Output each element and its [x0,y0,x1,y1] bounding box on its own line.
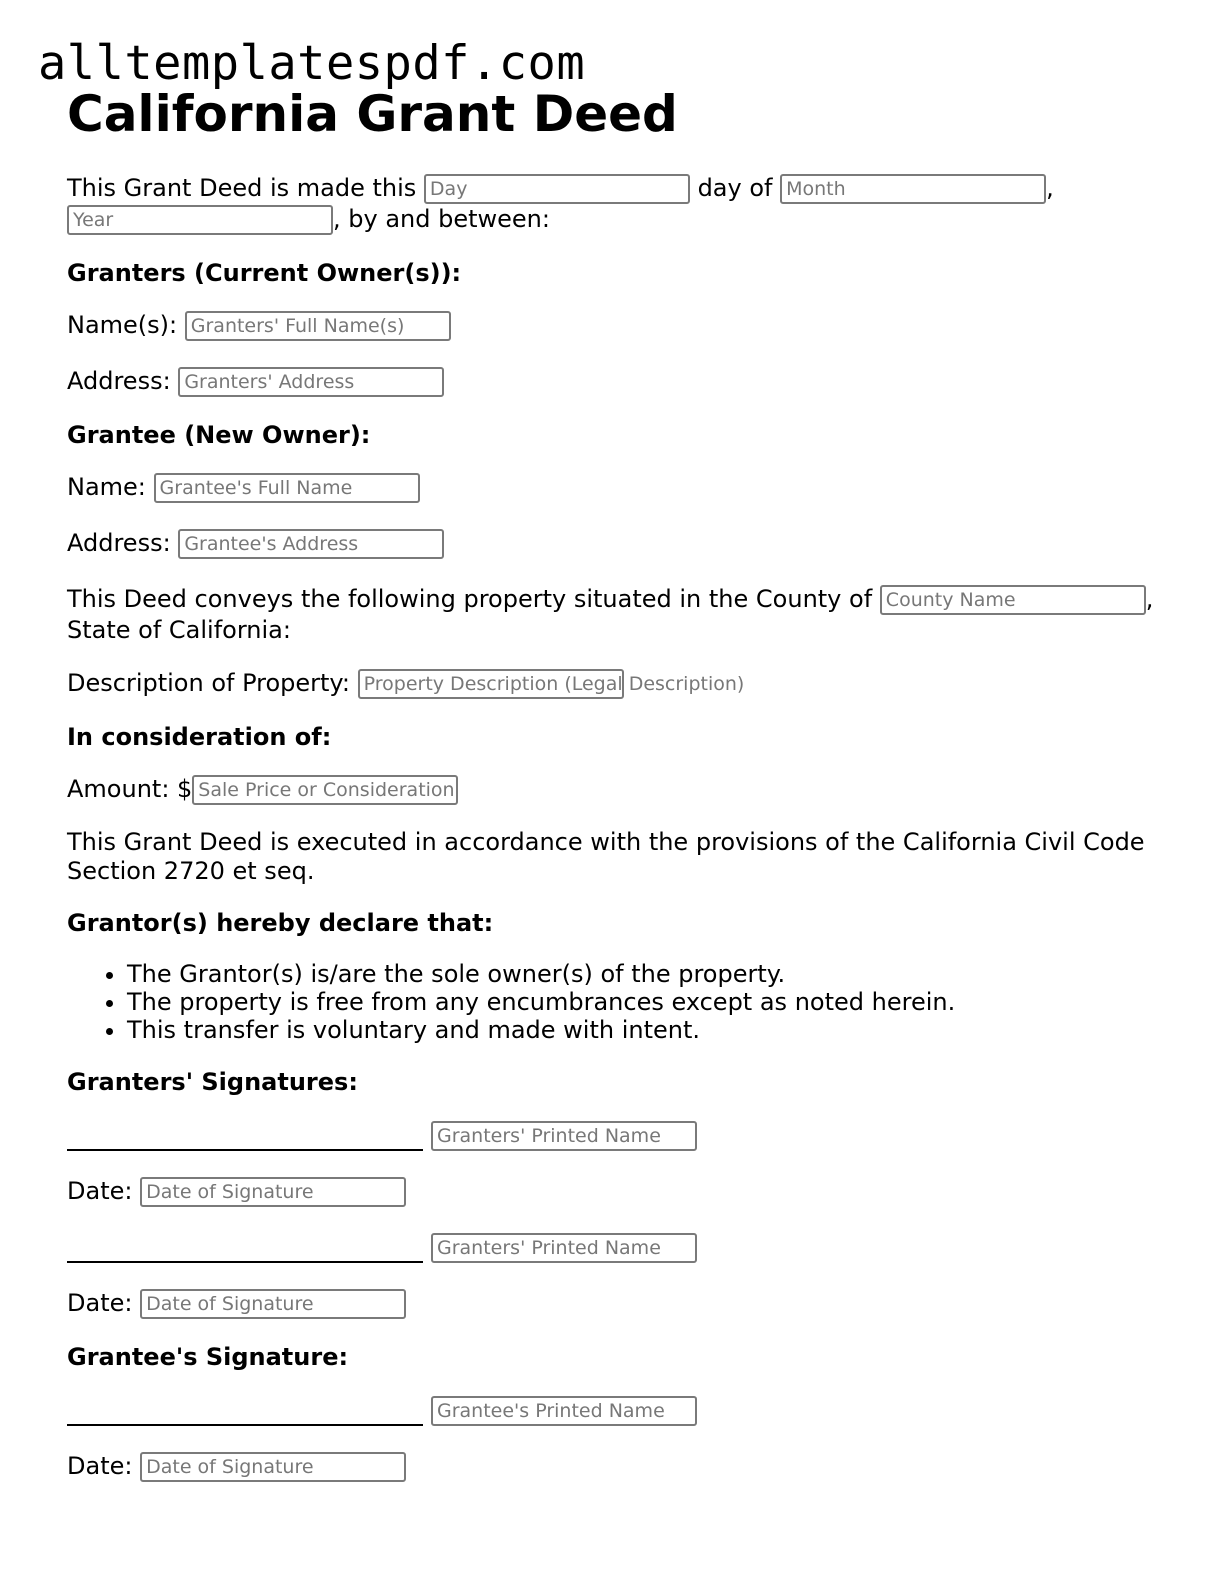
property-conveys-paragraph [67,584,1177,645]
grantee-signature-row [67,1395,1177,1426]
day-input[interactable]: Day [424,174,690,204]
granters-name-input[interactable]: Granters' Full Name(s) [185,311,451,341]
property-conveys-text: This Deed conveys the following property situated in the County of [67,585,873,613]
county-input[interactable]: County Name [880,585,1146,615]
granter-date-row-2 [67,1288,1177,1319]
granter-signature-line[interactable] [67,1123,423,1151]
statute-paragraph: This Grant Deed is executed in accordance with the provisions of the California Civil Code Section 2720 et seq. [67,828,1145,885]
granter-date-input[interactable]: Date of Signature [140,1289,406,1319]
intro-comma: , [1046,174,1054,202]
granter-signature-line[interactable] [67,1235,423,1263]
consideration-heading: In consideration of: [67,723,332,751]
year-input[interactable]: Year [67,205,333,235]
granters-name-label: Name(s): [67,311,178,339]
granters-address-input[interactable]: Granters' Address [178,367,444,397]
declarations-list [67,960,1177,1044]
date-label: Date: [67,1177,133,1205]
declarations-heading: Grantor(s) hereby declare that: [67,909,494,937]
granters-address-label: Address: [67,367,171,395]
granters-address-row [67,366,1177,397]
grantee-address-row [67,528,1177,559]
granters-name-row [67,310,1177,341]
grantee-name-label: Name: [67,473,146,501]
property-description-input[interactable]: Property Description (Legal Description) [358,669,624,699]
date-label: Date: [67,1452,133,1480]
granter-printed-name-input[interactable]: Granters' Printed Name [431,1121,697,1151]
watermark: alltemplatespdf.com [38,36,586,91]
intro-made-this: This Grant Deed is made this [67,174,417,202]
property-description-row [67,668,1177,699]
granter-signature-row-2 [67,1232,1177,1263]
grantee-heading: Grantee (New Owner): [67,421,371,449]
amount-label: Amount: $ [67,775,193,803]
declaration-item: • The property is free from any encumbrances except as noted herein. [127,988,1177,1016]
grantee-address-label: Address: [67,529,171,557]
property-description-label: Description of Property: [67,669,350,697]
page-title: California Grant Deed [67,85,678,143]
granter-signature-row-1 [67,1120,1177,1151]
document [67,84,1177,1482]
amount-row [67,774,1177,805]
granters-signatures-heading: Granters' Signatures: [67,1068,358,1096]
grantee-date-input[interactable]: Date of Signature [140,1452,406,1482]
intro-by-and-between: , by and between: [333,205,550,233]
granter-printed-name-input[interactable]: Granters' Printed Name [431,1233,697,1263]
grantee-name-row [67,472,1177,503]
property-comma: , [1145,585,1154,613]
declaration-item: • The Grantor(s) is/are the sole owner(s) of the property. [127,960,1177,988]
intro-day-of: day of [697,174,773,202]
amount-input[interactable]: Sale Price or Consideration [192,775,458,805]
property-state-text: State of California: [67,616,291,644]
grantee-address-input[interactable]: Grantee's Address [178,529,444,559]
granters-heading: Granters (Current Owner(s)): [67,259,462,287]
intro-paragraph [67,173,1177,235]
grantee-signature-heading: Grantee's Signature: [67,1343,349,1371]
grantee-signature-line[interactable] [67,1398,423,1426]
grantee-printed-name-input[interactable]: Grantee's Printed Name [431,1396,697,1426]
month-input[interactable]: Month [780,174,1046,204]
grantee-name-input[interactable]: Grantee's Full Name [154,473,420,503]
declaration-item: • This transfer is voluntary and made with intent. [127,1016,1177,1044]
date-label: Date: [67,1289,133,1317]
granter-date-input[interactable]: Date of Signature [140,1177,406,1207]
granter-date-row-1 [67,1176,1177,1207]
grantee-date-row [67,1451,1177,1482]
